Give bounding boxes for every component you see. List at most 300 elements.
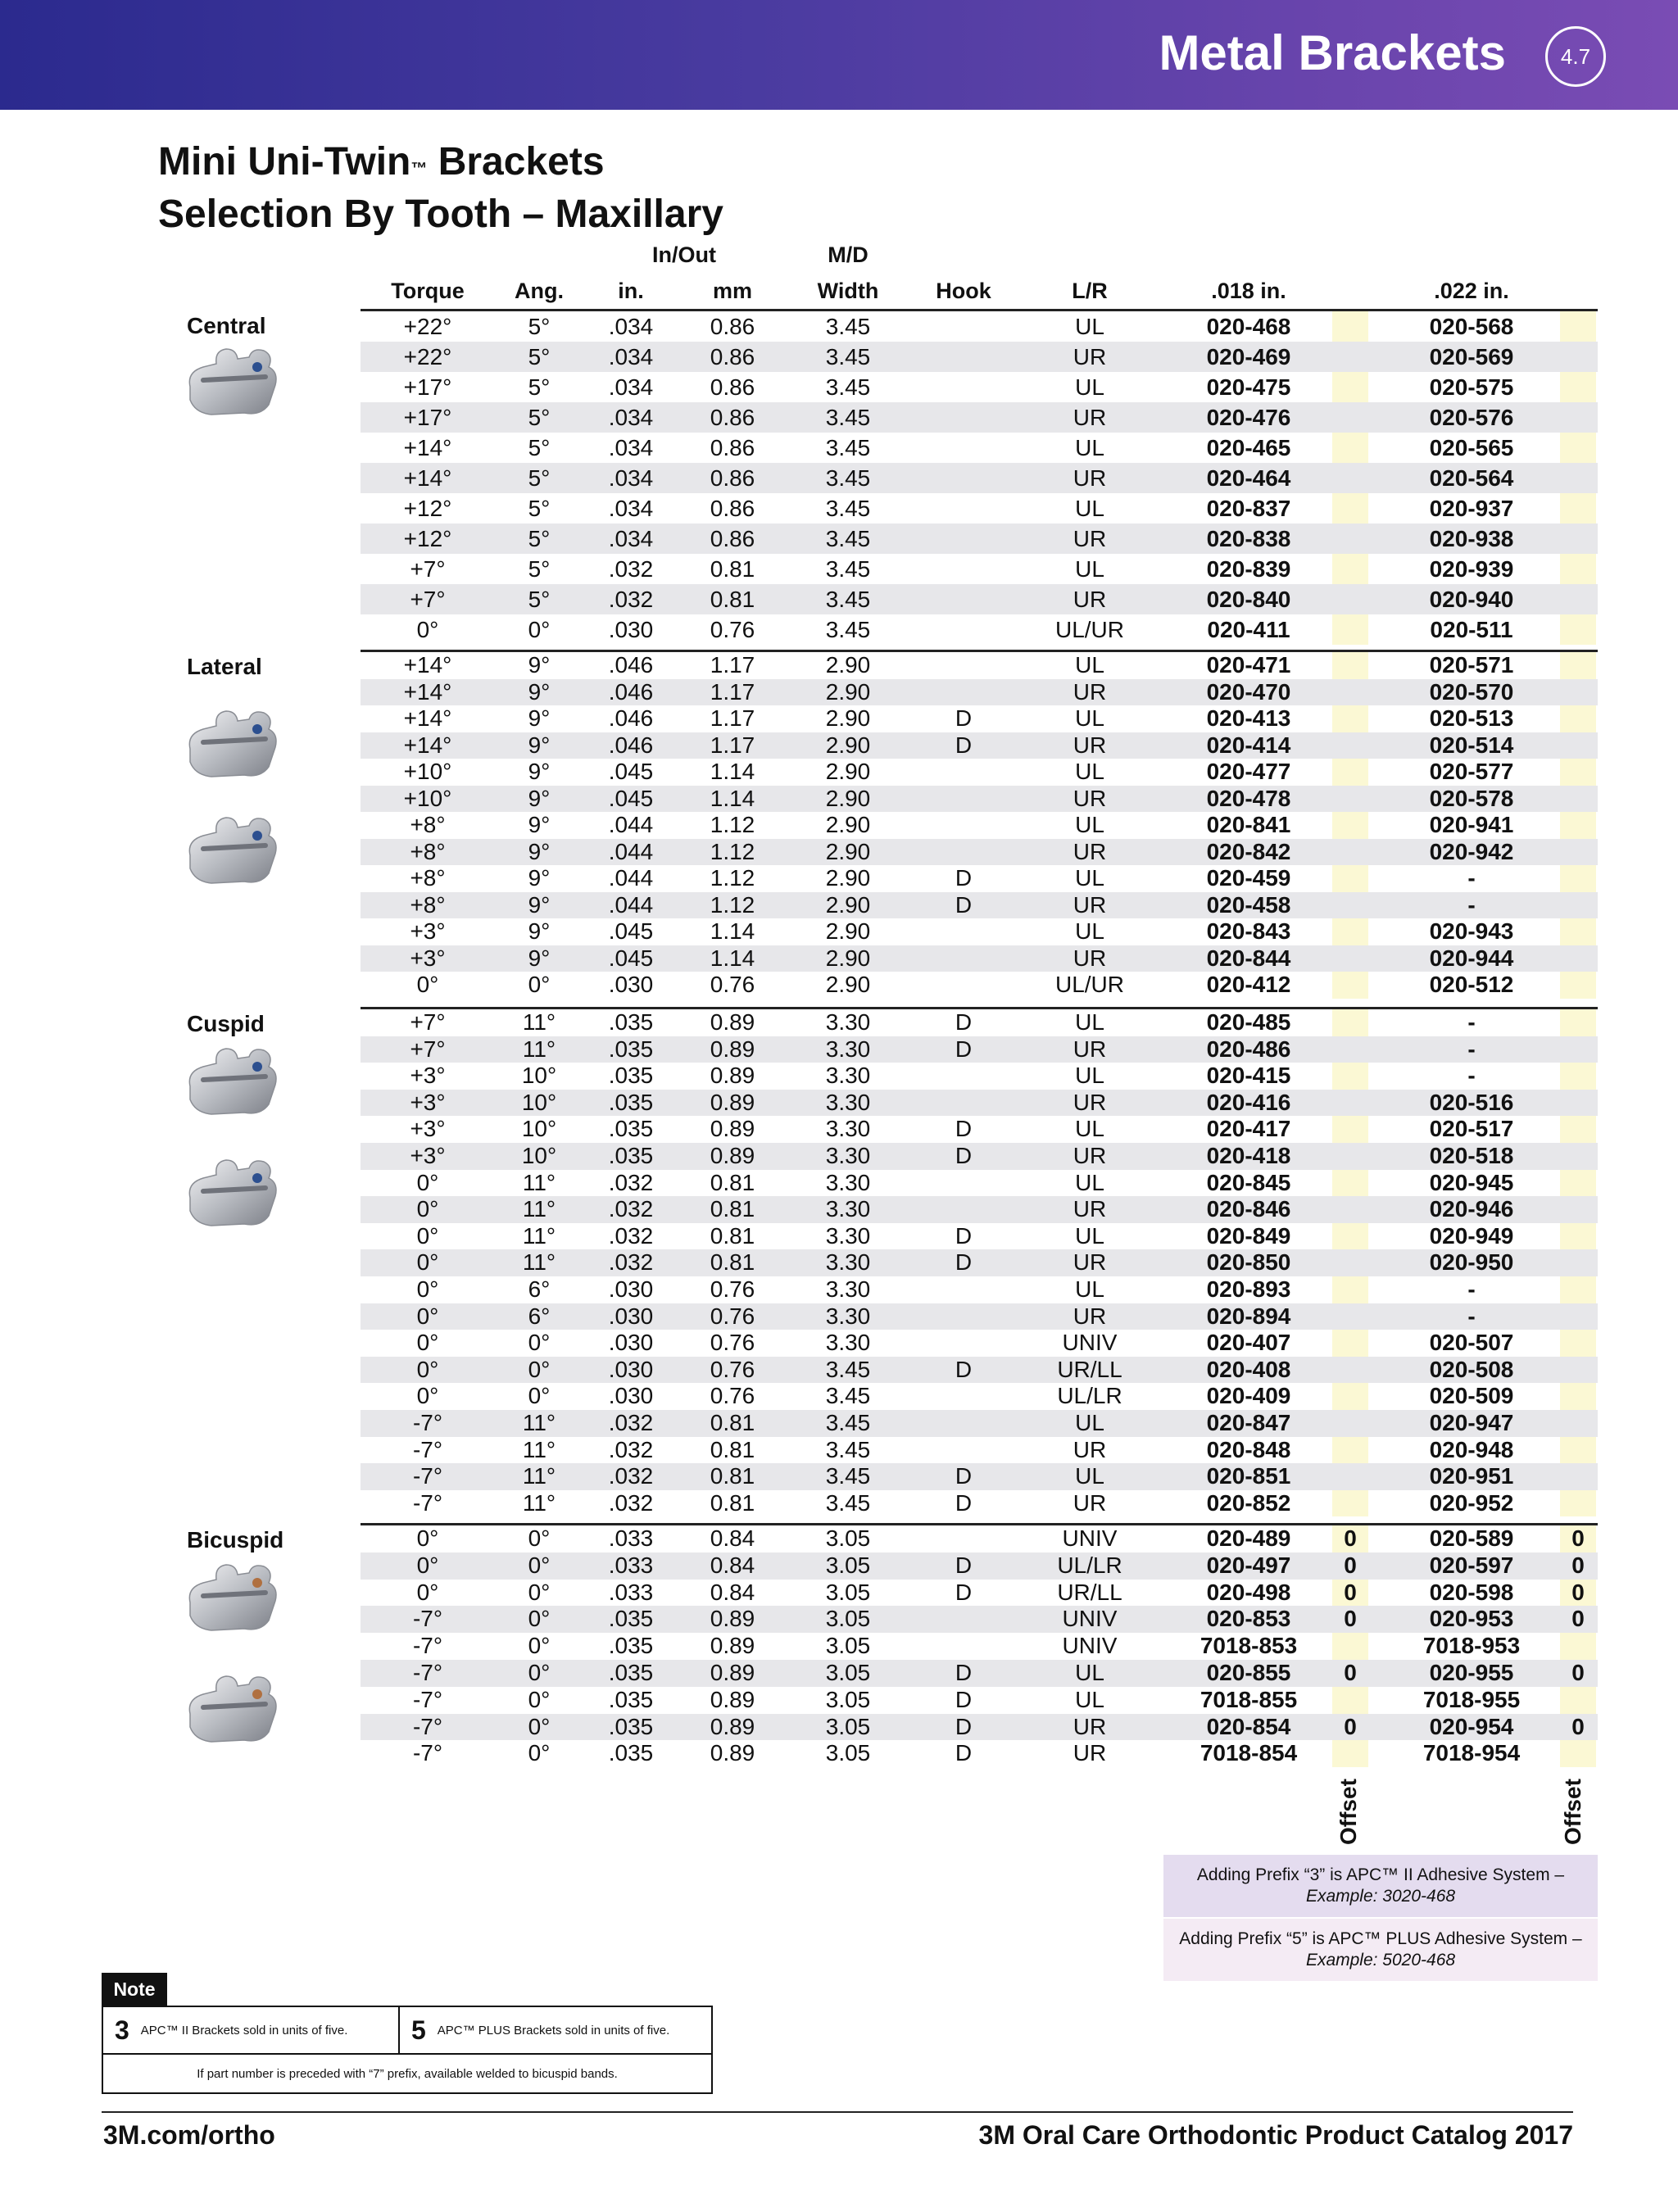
cell-part-022: 020-577	[1429, 759, 1514, 784]
cell-torque: +3°	[410, 1143, 446, 1168]
cell-torque: 0°	[416, 1303, 439, 1329]
cell-offset-018: 0	[1344, 1713, 1357, 1739]
cell-part-022: 020-578	[1429, 785, 1514, 811]
cell-part-022: 020-937	[1429, 496, 1514, 521]
cell-part-018: 7018-853	[1200, 1633, 1298, 1659]
cell-torque: 0°	[416, 617, 439, 642]
group-label-2: Cuspid	[187, 1011, 265, 1036]
cell-ang: 0°	[528, 1606, 551, 1632]
col-torque: Torque	[391, 279, 465, 303]
cell-width: 3.45	[825, 405, 871, 430]
cell-lr: UR	[1073, 945, 1107, 971]
cell-in: .034	[608, 496, 654, 521]
cell-ang: 9°	[528, 678, 551, 705]
col-group-md: M/D	[828, 243, 868, 267]
cell-part-018: 020-413	[1206, 705, 1291, 731]
cell-mm: 0.76	[710, 972, 755, 997]
cell-offset-022: 0	[1571, 1552, 1585, 1578]
cell-lr: UR	[1073, 1303, 1107, 1329]
col-mm: mm	[712, 279, 752, 303]
cell-in: .035	[608, 1036, 654, 1062]
cell-hook: D	[955, 1686, 973, 1712]
bracket-image	[179, 1039, 285, 1121]
cell-torque: -7°	[412, 1633, 443, 1659]
cell-part-022: 020-570	[1429, 678, 1514, 705]
cell-mm: 0.76	[710, 1383, 755, 1409]
cell-lr: UR	[1073, 465, 1107, 491]
cell-torque: -7°	[412, 1740, 443, 1766]
cell-width: 3.30	[825, 1249, 871, 1276]
cell-mm: 1.17	[710, 705, 755, 731]
cell-part-018: 020-854	[1206, 1713, 1291, 1739]
cell-part-018: 020-893	[1206, 1276, 1291, 1302]
cell-mm: 1.17	[710, 678, 755, 705]
cell-part-018: 020-486	[1206, 1036, 1291, 1062]
cell-part-018: 020-416	[1206, 1089, 1291, 1115]
bracket-image	[179, 339, 285, 421]
note-footer-text: If part number is preceded with “7” prefix, available welded to bicuspid bands.	[197, 2066, 618, 2081]
cell-torque: -7°	[412, 1463, 443, 1489]
cell-lr: UL	[1075, 652, 1104, 678]
cell-part-022: 020-571	[1429, 652, 1514, 678]
cell-ang: 11°	[522, 1009, 556, 1035]
cell-torque: +10°	[403, 759, 452, 784]
cell-width: 3.45	[825, 617, 871, 642]
cell-part-018: 020-845	[1206, 1169, 1291, 1195]
cell-mm: 0.84	[710, 1525, 755, 1551]
cell-part-018: 020-407	[1206, 1330, 1291, 1356]
cell-mm: 0.89	[710, 1063, 755, 1089]
note-item-3-text: APC™ II Brackets sold in units of five.	[140, 2023, 348, 2037]
cell-part-022: 020-943	[1429, 918, 1514, 944]
cell-mm: 1.14	[710, 785, 755, 811]
cell-width: 2.90	[825, 785, 871, 811]
cell-torque: +14°	[403, 678, 452, 705]
note-item-5-num: 5	[411, 2015, 426, 2045]
cell-in: .032	[608, 1436, 654, 1462]
cell-ang: 9°	[528, 891, 551, 918]
cell-part-018: 020-468	[1206, 314, 1291, 339]
cell-mm: 0.81	[710, 1436, 755, 1462]
cell-part-022: -	[1467, 1303, 1476, 1329]
cell-hook: D	[955, 1356, 973, 1382]
cell-torque: 0°	[416, 1249, 439, 1276]
cell-lr: UL	[1075, 1686, 1104, 1712]
cell-in: .035	[608, 1009, 654, 1035]
note-item-5	[400, 2007, 711, 2055]
cell-in: .030	[608, 617, 654, 642]
cell-in: .034	[608, 314, 654, 339]
cell-ang: 11°	[522, 1436, 556, 1462]
cell-lr: UL	[1075, 1063, 1104, 1089]
cell-mm: 1.12	[710, 865, 755, 891]
cell-torque: +8°	[410, 865, 446, 891]
cell-part-022: 020-517	[1429, 1116, 1514, 1142]
cell-part-022: 020-575	[1429, 374, 1514, 400]
cell-offset-018: 0	[1344, 1660, 1357, 1685]
cell-ang: 9°	[528, 945, 551, 971]
cell-mm: 0.81	[710, 1410, 755, 1435]
cell-in: .046	[608, 652, 654, 678]
cell-part-018: 020-846	[1206, 1196, 1291, 1222]
cell-part-022: 020-938	[1429, 526, 1514, 551]
cell-ang: 5°	[528, 405, 551, 430]
cell-lr: UR	[1073, 1249, 1107, 1276]
cell-part-018: 020-853	[1206, 1606, 1291, 1632]
cell-lr: UL/UR	[1054, 617, 1124, 642]
cell-in: .032	[608, 1222, 654, 1249]
cell-mm: 0.81	[710, 1222, 755, 1249]
cell-mm: 0.89	[710, 1116, 755, 1142]
cell-part-018: 020-842	[1206, 838, 1291, 864]
cell-in: .035	[608, 1089, 654, 1115]
cell-ang: 0°	[528, 1660, 551, 1685]
cell-mm: 1.17	[710, 652, 755, 678]
note-box	[102, 2006, 713, 2094]
cell-ang: 0°	[528, 972, 551, 997]
cell-ang: 5°	[528, 314, 551, 339]
cell-part-018: 020-489	[1206, 1525, 1291, 1551]
cell-ang: 10°	[521, 1143, 557, 1168]
cell-lr: UNIV	[1062, 1633, 1118, 1659]
cell-offset-018: 0	[1344, 1525, 1357, 1551]
cell-in: .035	[608, 1063, 654, 1089]
note-item-3	[103, 2007, 400, 2055]
cell-part-018: 020-851	[1206, 1463, 1291, 1489]
cell-part-018: 020-469	[1206, 344, 1291, 369]
cell-width: 2.90	[825, 918, 871, 944]
cell-ang: 11°	[522, 1410, 556, 1435]
cell-lr: UL	[1075, 1276, 1104, 1302]
cell-lr: UR	[1073, 1036, 1107, 1062]
cell-ang: 0°	[528, 1633, 551, 1659]
cell-width: 3.05	[825, 1740, 871, 1766]
cell-torque: +8°	[410, 838, 446, 864]
cell-torque: -7°	[412, 1489, 443, 1516]
cell-in: .044	[608, 865, 654, 891]
cell-part-022: -	[1467, 891, 1476, 918]
cell-mm: 0.81	[710, 1463, 755, 1489]
cell-lr: UR	[1073, 1740, 1107, 1766]
cell-ang: 10°	[521, 1063, 557, 1089]
cell-width: 3.05	[825, 1552, 871, 1578]
cell-ang: 9°	[528, 705, 551, 731]
cell-width: 3.30	[825, 1089, 871, 1115]
cell-part-018: 020-417	[1206, 1116, 1291, 1142]
note-item-3-num: 3	[115, 2015, 129, 2045]
cell-offset-018: 0	[1344, 1606, 1357, 1632]
cell-width: 3.30	[825, 1196, 871, 1222]
cell-mm: 0.89	[710, 1660, 755, 1685]
cell-part-022: 020-569	[1429, 344, 1514, 369]
cell-width: 3.30	[825, 1330, 871, 1356]
cell-part-022: 020-952	[1429, 1489, 1514, 1516]
cell-in: .030	[608, 1276, 654, 1302]
cell-ang: 5°	[528, 435, 551, 460]
cell-torque: +8°	[410, 891, 446, 918]
cell-in: .032	[608, 556, 654, 582]
col-022: .022 in.	[1434, 279, 1509, 303]
cell-offset-022: 0	[1571, 1525, 1585, 1551]
group-label-0: Central	[187, 313, 266, 338]
cell-in: .030	[608, 1383, 654, 1409]
cell-hook: D	[955, 1116, 973, 1142]
cell-mm: 0.81	[710, 1196, 755, 1222]
cell-in: .032	[608, 587, 654, 612]
cell-torque: +7°	[410, 587, 446, 612]
cell-in: .032	[608, 1463, 654, 1489]
cell-offset-022: 0	[1571, 1579, 1585, 1605]
cell-lr: UR	[1073, 678, 1107, 705]
cell-torque: 0°	[416, 1356, 439, 1382]
cell-in: .045	[608, 759, 654, 784]
cell-part-022: 020-518	[1429, 1143, 1514, 1168]
cell-ang: 11°	[522, 1463, 556, 1489]
cell-ang: 9°	[528, 865, 551, 891]
cell-width: 3.05	[825, 1579, 871, 1605]
cell-torque: 0°	[416, 1383, 439, 1409]
cell-hook: D	[955, 1660, 973, 1685]
cell-mm: 0.86	[710, 496, 755, 521]
cell-part-018: 020-478	[1206, 785, 1291, 811]
cell-hook: D	[955, 1463, 973, 1489]
cell-part-018: 020-843	[1206, 918, 1291, 944]
cell-width: 2.90	[825, 972, 871, 997]
cell-torque: -7°	[412, 1660, 443, 1685]
cell-ang: 0°	[528, 1525, 551, 1551]
cell-part-018: 020-849	[1206, 1222, 1291, 1249]
cell-in: .046	[608, 705, 654, 731]
cell-part-018: 020-850	[1206, 1249, 1291, 1276]
cell-in: .030	[608, 1356, 654, 1382]
cell-part-018: 020-418	[1206, 1143, 1291, 1168]
cell-in: .033	[608, 1579, 654, 1605]
cell-mm: 0.89	[710, 1633, 755, 1659]
cell-torque: +3°	[410, 1063, 446, 1089]
cell-part-018: 020-841	[1206, 812, 1291, 837]
cell-part-018: 020-852	[1206, 1489, 1291, 1516]
cell-lr: UNIV	[1062, 1330, 1118, 1356]
cell-ang: 10°	[521, 1116, 557, 1142]
prefix-note-3	[1163, 1855, 1598, 1917]
cell-width: 3.30	[825, 1116, 871, 1142]
cell-torque: 0°	[416, 972, 439, 997]
cell-part-018: 020-497	[1206, 1552, 1291, 1578]
cell-ang: 0°	[528, 1740, 551, 1766]
col-hook: Hook	[936, 279, 991, 303]
cell-mm: 0.76	[710, 1330, 755, 1356]
cell-torque: +14°	[403, 732, 452, 758]
cell-offset-022: 0	[1571, 1713, 1585, 1739]
cell-mm: 0.86	[710, 405, 755, 430]
cell-in: .034	[608, 526, 654, 551]
cell-torque: +3°	[410, 945, 446, 971]
cell-width: 3.30	[825, 1169, 871, 1195]
cell-mm: 1.17	[710, 732, 755, 758]
cell-in: .034	[608, 344, 654, 369]
cell-in: .033	[608, 1525, 654, 1551]
cell-lr: UL	[1075, 865, 1104, 891]
cell-lr: UNIV	[1062, 1606, 1118, 1632]
cell-torque: -7°	[412, 1686, 443, 1712]
cell-mm: 0.76	[710, 1303, 755, 1329]
cell-part-022: 020-568	[1429, 314, 1514, 339]
cell-in: .034	[608, 435, 654, 460]
cell-offset-018: 0	[1344, 1579, 1357, 1605]
cell-ang: 6°	[528, 1303, 551, 1329]
cell-lr: UL	[1075, 1222, 1104, 1249]
cell-torque: +10°	[403, 785, 452, 811]
cell-part-022: 020-512	[1429, 972, 1514, 997]
cell-mm: 0.86	[710, 344, 755, 369]
cell-ang: 11°	[522, 1249, 556, 1276]
cell-width: 3.05	[825, 1525, 871, 1551]
cell-part-018: 7018-855	[1200, 1686, 1298, 1712]
cell-part-022: 020-954	[1429, 1713, 1514, 1739]
cell-part-022: -	[1467, 1009, 1476, 1035]
cell-width: 3.45	[825, 526, 871, 551]
cell-part-018: 020-839	[1206, 556, 1291, 582]
cell-part-022: 020-565	[1429, 435, 1514, 460]
cell-lr: UL	[1075, 759, 1104, 784]
offset-label-022: Offset	[1560, 1779, 1585, 1845]
bracket-image	[179, 701, 285, 783]
cell-torque: 0°	[416, 1222, 439, 1249]
cell-in: .045	[608, 785, 654, 811]
cell-width: 3.05	[825, 1660, 871, 1685]
cell-mm: 1.12	[710, 812, 755, 837]
cell-ang: 6°	[528, 1276, 551, 1302]
cell-torque: 0°	[416, 1552, 439, 1578]
cell-hook: D	[955, 705, 973, 731]
cell-mm: 0.89	[710, 1606, 755, 1632]
cell-part-022: 020-944	[1429, 945, 1514, 971]
cell-in: .032	[608, 1169, 654, 1195]
cell-width: 3.45	[825, 1436, 871, 1462]
cell-torque: +7°	[410, 1009, 446, 1035]
cell-ang: 11°	[522, 1036, 556, 1062]
cell-mm: 1.12	[710, 891, 755, 918]
prefix-note-3-example: Example: 3020-468	[1305, 1887, 1456, 1906]
cell-part-018: 020-411	[1207, 617, 1290, 642]
cell-part-022: 020-516	[1429, 1089, 1514, 1115]
cell-lr: UR	[1073, 838, 1107, 864]
cell-offset-022: 0	[1571, 1606, 1585, 1632]
cell-width: 3.45	[825, 435, 871, 460]
cell-in: .034	[608, 405, 654, 430]
cell-lr: UL/UR	[1054, 972, 1124, 997]
cell-part-018: 020-471	[1206, 652, 1291, 678]
cell-part-022: 020-507	[1429, 1330, 1514, 1356]
cell-torque: +3°	[410, 1116, 446, 1142]
cell-part-018: 020-844	[1206, 945, 1291, 971]
cell-lr: UR	[1073, 785, 1107, 811]
cell-width: 3.05	[825, 1713, 871, 1739]
cell-lr: UL	[1075, 1116, 1104, 1142]
cell-ang: 0°	[528, 1579, 551, 1605]
cell-ang: 11°	[522, 1196, 556, 1222]
cell-torque: +17°	[403, 374, 452, 400]
title-line2: Selection By Tooth – Maxillary	[158, 193, 723, 236]
cell-lr: UR/LL	[1057, 1356, 1122, 1382]
group-label-3: Bicuspid	[187, 1527, 284, 1552]
cell-part-018: 020-409	[1206, 1383, 1291, 1409]
cell-hook: D	[955, 732, 973, 758]
page-title	[158, 136, 723, 241]
cell-part-022: 020-951	[1429, 1463, 1514, 1489]
cell-lr: UL	[1075, 435, 1104, 460]
cell-width: 3.05	[825, 1686, 871, 1712]
cell-ang: 0°	[528, 1552, 551, 1578]
cell-in: .032	[608, 1489, 654, 1516]
bracket-image	[179, 1666, 285, 1748]
cell-mm: 0.84	[710, 1552, 755, 1578]
cell-lr: UL	[1075, 918, 1104, 944]
cell-in: .035	[608, 1660, 654, 1685]
cell-ang: 11°	[522, 1489, 556, 1516]
bracket-image	[179, 1555, 285, 1637]
footer-catalog-title: 3M Oral Care Orthodontic Product Catalog 2017	[978, 2120, 1573, 2150]
cell-ang: 9°	[528, 759, 551, 784]
cell-part-018: 020-837	[1206, 496, 1291, 521]
cell-part-022: 020-950	[1429, 1249, 1514, 1276]
cell-in: .046	[608, 678, 654, 705]
trademark: ™	[410, 160, 428, 178]
cell-hook: D	[955, 1579, 973, 1605]
cell-hook: D	[955, 1713, 973, 1739]
cell-part-022: -	[1467, 1036, 1476, 1062]
cell-width: 2.90	[825, 945, 871, 971]
cell-part-018: 020-470	[1206, 678, 1291, 705]
cell-lr: UR	[1073, 891, 1107, 918]
cell-in: .030	[608, 972, 654, 997]
cell-torque: +7°	[410, 556, 446, 582]
cell-part-022: -	[1467, 1063, 1476, 1089]
cell-mm: 1.12	[710, 838, 755, 864]
cell-in: .035	[608, 1686, 654, 1712]
cell-torque: +7°	[410, 1036, 446, 1062]
cell-torque: +3°	[410, 918, 446, 944]
cell-part-022: 020-597	[1429, 1552, 1514, 1578]
cell-mm: 0.89	[710, 1686, 755, 1712]
cell-width: 3.30	[825, 1303, 871, 1329]
cell-ang: 0°	[528, 1686, 551, 1712]
cell-ang: 5°	[528, 526, 551, 551]
cell-torque: +14°	[403, 435, 452, 460]
cell-part-022: 020-941	[1429, 812, 1514, 837]
cell-hook: D	[955, 1249, 973, 1276]
cell-lr: UL/LR	[1057, 1383, 1122, 1409]
cell-part-022: 7018-954	[1422, 1740, 1521, 1766]
cell-part-022: 020-589	[1429, 1525, 1514, 1551]
cell-lr: UR	[1073, 1489, 1107, 1516]
cell-mm: 0.81	[710, 1489, 755, 1516]
cell-ang: 9°	[528, 652, 551, 678]
cell-mm: 0.89	[710, 1009, 755, 1035]
cell-part-022: -	[1467, 865, 1476, 891]
cell-part-022: 020-946	[1429, 1196, 1514, 1222]
cell-lr: UL	[1075, 1169, 1104, 1195]
cell-ang: 5°	[528, 587, 551, 612]
cell-lr: UR	[1073, 526, 1107, 551]
cell-torque: +22°	[403, 344, 452, 369]
cell-hook: D	[955, 1489, 973, 1516]
cell-part-022: 020-955	[1429, 1660, 1514, 1685]
cell-ang: 10°	[521, 1089, 557, 1115]
cell-torque: 0°	[416, 1196, 439, 1222]
cell-width: 2.90	[825, 678, 871, 705]
cell-ang: 9°	[528, 838, 551, 864]
